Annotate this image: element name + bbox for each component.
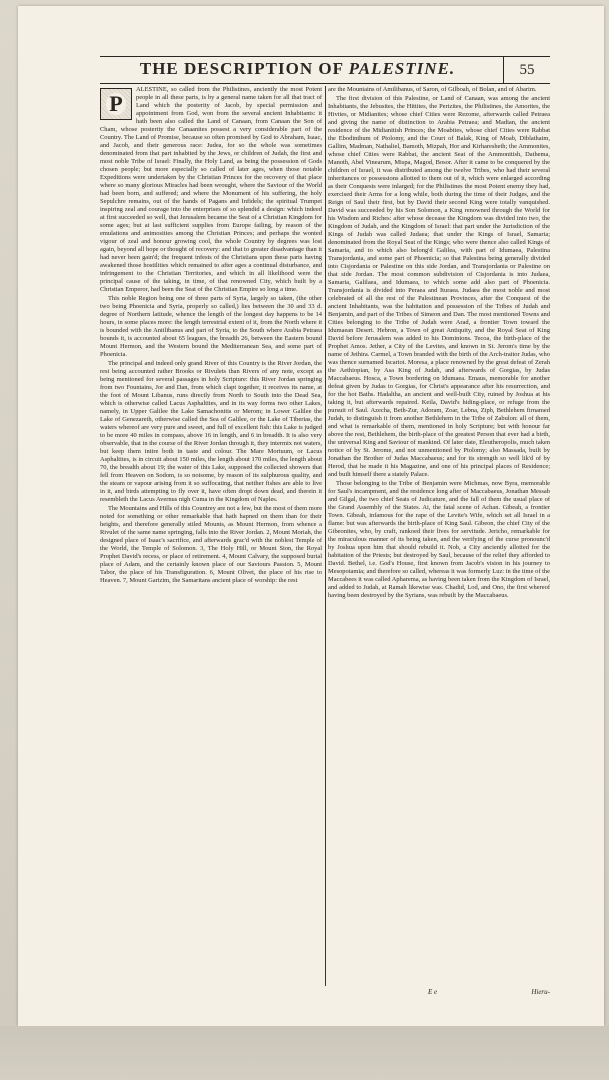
page-title <box>100 59 495 79</box>
title-country: PALESTINE. <box>348 59 456 78</box>
paragraph: The first division of this Palestine, or Land of Canaan, was among the ancient Inhabitants, the Jebusites, the Hittites, the Perizites, the Philistines, the Amorites, the Hivites, or Midianites; whose chief Cities were Rezome, afterwards called Petraea and giving the name of distinction to Arabia Petraea; and Madian, the ancient residence of the Midianitish Princes; the Moabites, whose chief Cities were Rabbat the Ebodinthum of Ptolomy, and the Court of Balak, King of Moab, Diblathaim, Gallim, Madman, Nathaliel, Bamoth, Mizpah, Hor and Kirharesheth; the Ammonites, whose chief Cities were Rabbat, the ancient Seat of the Ammonitish, Dathema, Manoth, Abel Vinearum, Mispa, Magod, Bosor. After it came to be conquered by the children of Israel, it was distributed among the twelve Tribes, who had their several inheritances or possessions allotted to them out of it, which were enlarged according as their Conquests were inlarged; for the Philistines the most Potent enemy they had, exercised their Arms for a long while, both during the time of their Judges, and the Reign of Saul their first, but by David their second King were totally vanquished. David was succeeded by his Son Solomon, a King renowned through the World for his Wisdom and Riches: after whose decease the Kingdom was divided into two, the Kingdom of Judah, and the Kingdom of Israel: that part under the Jurisdiction of the Kings of Judah was called Judaea; that under the Kings of Israel, Samaria; denominated from the Royal Seat of the Kings; who were thence also called Kings of Samaria, and to which also belong'd Galilea, with part of Idumaea, Palestina Transjordania, and some part of Phoenicia; so that Palestina being generally divided into Cisjordania or Palestine on this side Jordan, and Transjordania or Palestine on that side Jordan. The most common subdivision of Cisjordania is into Judaea, Samaria, Galilaea, and Idumaea, to which some add also part of Phoenicia. Transjordania is divided into Peraea and Ituraea. Judaea the most noble and most celebrated of all the rest of the Palestinean Provinces, after the Conquest of the ancient Inhabitants, was the habitation and possession of the Tribes of Judah and Benjamin, and part of the Tribes of Simeon and Dan. The most mentioned Towns and Cities belonging to the Tribe of Judah were Arad, a frontier Town toward the Idumaean Desert. Hebron, a Town of great Antiquity, and the Royal Seat of King David before Jerusalem was added to his Dominions. Tecoa, the birth-place of the Prophet Amos. Jether, a City of the Levites, and known in St. Jerom's time by the name of Jethira. Carmel, a Town branded with the birth of the Arch-traitor Judas, who was thence surnamed Iscariot. Moresa, a place renowned by the great defeat of Zerah the Aethiopian, by Asa King of Judah, and afterwards of Gorgias, by Judas Maccabaeus. Hosca, a Town bordering on Idumaea. Emaus, memorable for another defeat given by Judas to Gorgias, for Christ's appearance after his resurrection, and for the hot Baths. Hadaltha, an ancient and well-built City, ruined by Joshua at his taking it, but afterwards repaired. Keila, David's hiding-place, or refuge from the pursuit of Saul. Azecha, Beth-Zur, Adoram, Zoar, Lebna, Zipb, Bethlehem firnamed Judah, to distinguish it from another Bethlehem in the Tribe of Zabulon: all of them, and what is remarkable of them, mentioned in holy Scripture; but with honour far above the rest, Bethlehem, the birth-place of the greatest Person that ever had a birth, the universal King and Saviour of mankind. Of later date, Eleutheropolis, much taken notice of by St. Jerome, and not unmentioned by Ptolomy; also Massada, built by Jonathan the Brother of Judas Maccabaeus; and for its strength so well lik'd of by Herod, that he made it his Magazine, and one of his principal places of Residence; and built himself there a stately Palace. <box>328 95 550 478</box>
paragraph: The principal and indeed only grand River of this Country is the River Jordan, the rest being accounted rather Brooks or Rivulets than Rivers of any note, except as being mentioned for several passages in holy Scripture: this River Jordan springing from two Fountains, Jor and Dan, from which clapt together, it receives its name, at the foot of Mount Libanus, runs directly from North to South into the Dead Sea, which is otherwise called Lacus Asphaltites, and in its way forms two other Lakes, namely, in Upper Galilee the Lake Samachonitis or Merom; in Lower Galilee the Lake of Genezareth, otherwise called the Sea of Galilee, or the Lake of Tiberias, the waters whereof are very pure and sweet, and full of excellent fish: this Lake is judged to be more 40 miles in compass, above 16 in length, and 6 in breadth. It is also very observable, that in the course of the River Jordan through it, they intermix not waters, but keep them intire both in taste and colour. The Mare Mortuum, or Lacus Asphaltites, is in circuit about 150 miles, the length about 170 miles, the length about 70, the breadth about 19; the water of this Lake, supposed the collected showers that fell from Heaven on Sodom, is so noisome, by reason of its sulphurous quality, and the steam or vapour arising from it so suffocating, that neither fishes are able to live in it, and birds attempting to fly over it, have often dropt down dead, and therein it resembleth the Lacus Avernus nigh Cuma in the Kingdom of Naples. <box>100 360 322 503</box>
running-header <box>100 56 550 84</box>
paragraph: Those belonging to the Tribe of Benjamin were Michmas, now Byra, memorable for Saul's incampment, and the residence long after of Maccabaeus, Jonathan Messab and Gilgal, the two chief Seats of Judicature, and the fall of them the usual place of the Grand Assembly of the States. Ai, the fatal scene of Achan. Gibeah, a frontier Town. Gibeah, infamous for the rape of the Levite's Wife, which set all Israel in a flame: but was afterwards the birth-place of King Saul. Gibeon, the chief City of the Gibeonites, who, by craft, rankoed their lives for servitude. Jericho, remarkable for the miraculous manner of its being taken, and the verifying of the curse pronounc'd by Joshua upon him that should rebuild it. Nob, a City anciently allotted for the habitation of the Priests; but destroyed by Saul, because of the relief they afforded to David. Bethel, i.e. God's House, first known from Jacob's vision in his journey to Mesopotamia; and therefore so called, whereas it was formerly Luz: in the time of the Maccabees it was called Apharema, as having been taken from the Kingdom of Israel, and added to Judah, at Ramah likewise was. Chadid, Lod, and Ono, the first whereof having been destroyed by the Syrians, was rebuilt by the Maccabaeus. <box>328 480 550 599</box>
catchword: Hieru- <box>531 988 550 996</box>
left-column <box>100 86 322 986</box>
paragraph: This noble Region being one of three parts of Syria, largely so taken, (the other two being Phoenicia and Syria, properly so called,) lies between the 30 and 33 d. degree of Northern latitude, whence the length of the longest day happens to be 14 hours, in some places more: the length terrestrial extent of it, from the North where it is bounded with the Antilibanus and part of Syria, to the South where Arabia Petraea bounds it, is accounted about 65 leagues, the breadth 26, between the Eastern bound Mount Hermon, and the Western bound the Mediterranean Sea, and some part of Phoenicia. <box>100 295 322 358</box>
paragraph: ALESTINE, so called from the Philistines, anciently the most Potent people in all these parts, is by a general name taken for all that tract of Land which the posterity of Jacob, by special permission and appointment from God, won from the several ancient Inhabitants: it hath been also called the Land of Canaan, from Canaan the Son of Cham, whose posterity the Canaanites possest a very considerable part of the Country. The Land of Promise, because so often promised by God to Abraham, Isaac, and Jacob, and their generous race: Judea, for so the whole was sometimes denominated from that part inhabited by the Jews, or children of Judah, the first and most noble Tribe of Israel: Finally, the Holy Land, as being the possession of Gods chosen people; but more especially so called of later ages, when those notable Expeditions were undertaken by the Christian Princes for the recovery of that place where so many glorious Miracles had been wrought, where the Saviour of the World had been born, and suffered; and where the Monument of his suffering, the holy Sepulchre remains, out of the hands of Pagans and Infidels; the spiritual Trumpet inspiring zeal and courage into the enterprises of so splendid a design: which indeed at first succeeded so well, that Jerusalem became the Seat of a Christian Kingdom for some ages; but at last sufficient supplies from Europe failing, by reason of the emulations and animosities among the Christian Princes; and perhaps the wonted vigour of zeal and honour growing cool, the whole Country by degrees was lost again, beyond all hope or thought of recovery: and that to greater disadvantage than it had never been gain'd; the frequent infests of the Christians upon these parts having awakened those hostilities which remained to after ages a continual disturbance, and infringement to the Christian Territories, and which in all likelihood were the principal cause of the taking, in time, of that renowned City, which built by a Christian Emperor, had been the Seat of the Christian Empire so long a time. <box>100 86 322 293</box>
signature-mark: E e <box>428 988 438 996</box>
decorated-initial <box>100 88 132 120</box>
column-rule <box>325 86 326 986</box>
title-prefix: THE DESCRIPTION OF <box>139 59 349 78</box>
page-number: 55 <box>503 57 550 83</box>
paragraph: The Mountains and Hills of this Countrey are not a few, but the most of them more noted for something or other remarkable that hath hapned on them than for their heights, and therefore generally stiled Mounts, as Mount Hermon, from whence a Rivulet of the same name springing, falls into the River Jordan. 2, Mount Moriah, the designed place of Isaac's sacrifice, and afterwards grac'd with the noblest Temple of the World, the Temple of Solomon. 3, The Holy Hill, or Mount Sion, the Royal Prophet David's recess, or place of retirement. 4, Mount Calvary, the supposed burial place of Adam, and the certainly known place of our Saviours Passion. 5, Mount Tabor, the place of his Transfiguration. 6, Mount Olivet, the place of his rise to Heaven. 7, Mount Garizim, the Samaritans ancient place of worship: the rest <box>100 505 322 584</box>
drop-cap-letter: P <box>106 93 126 115</box>
page-footer <box>328 988 550 998</box>
paragraph: are the Mountains of Amilibanus, of Saron, of Gilboah, of Bolan, and of Abarim. <box>328 86 537 93</box>
right-column <box>328 86 550 986</box>
page-bottom-edge <box>0 1026 609 1080</box>
